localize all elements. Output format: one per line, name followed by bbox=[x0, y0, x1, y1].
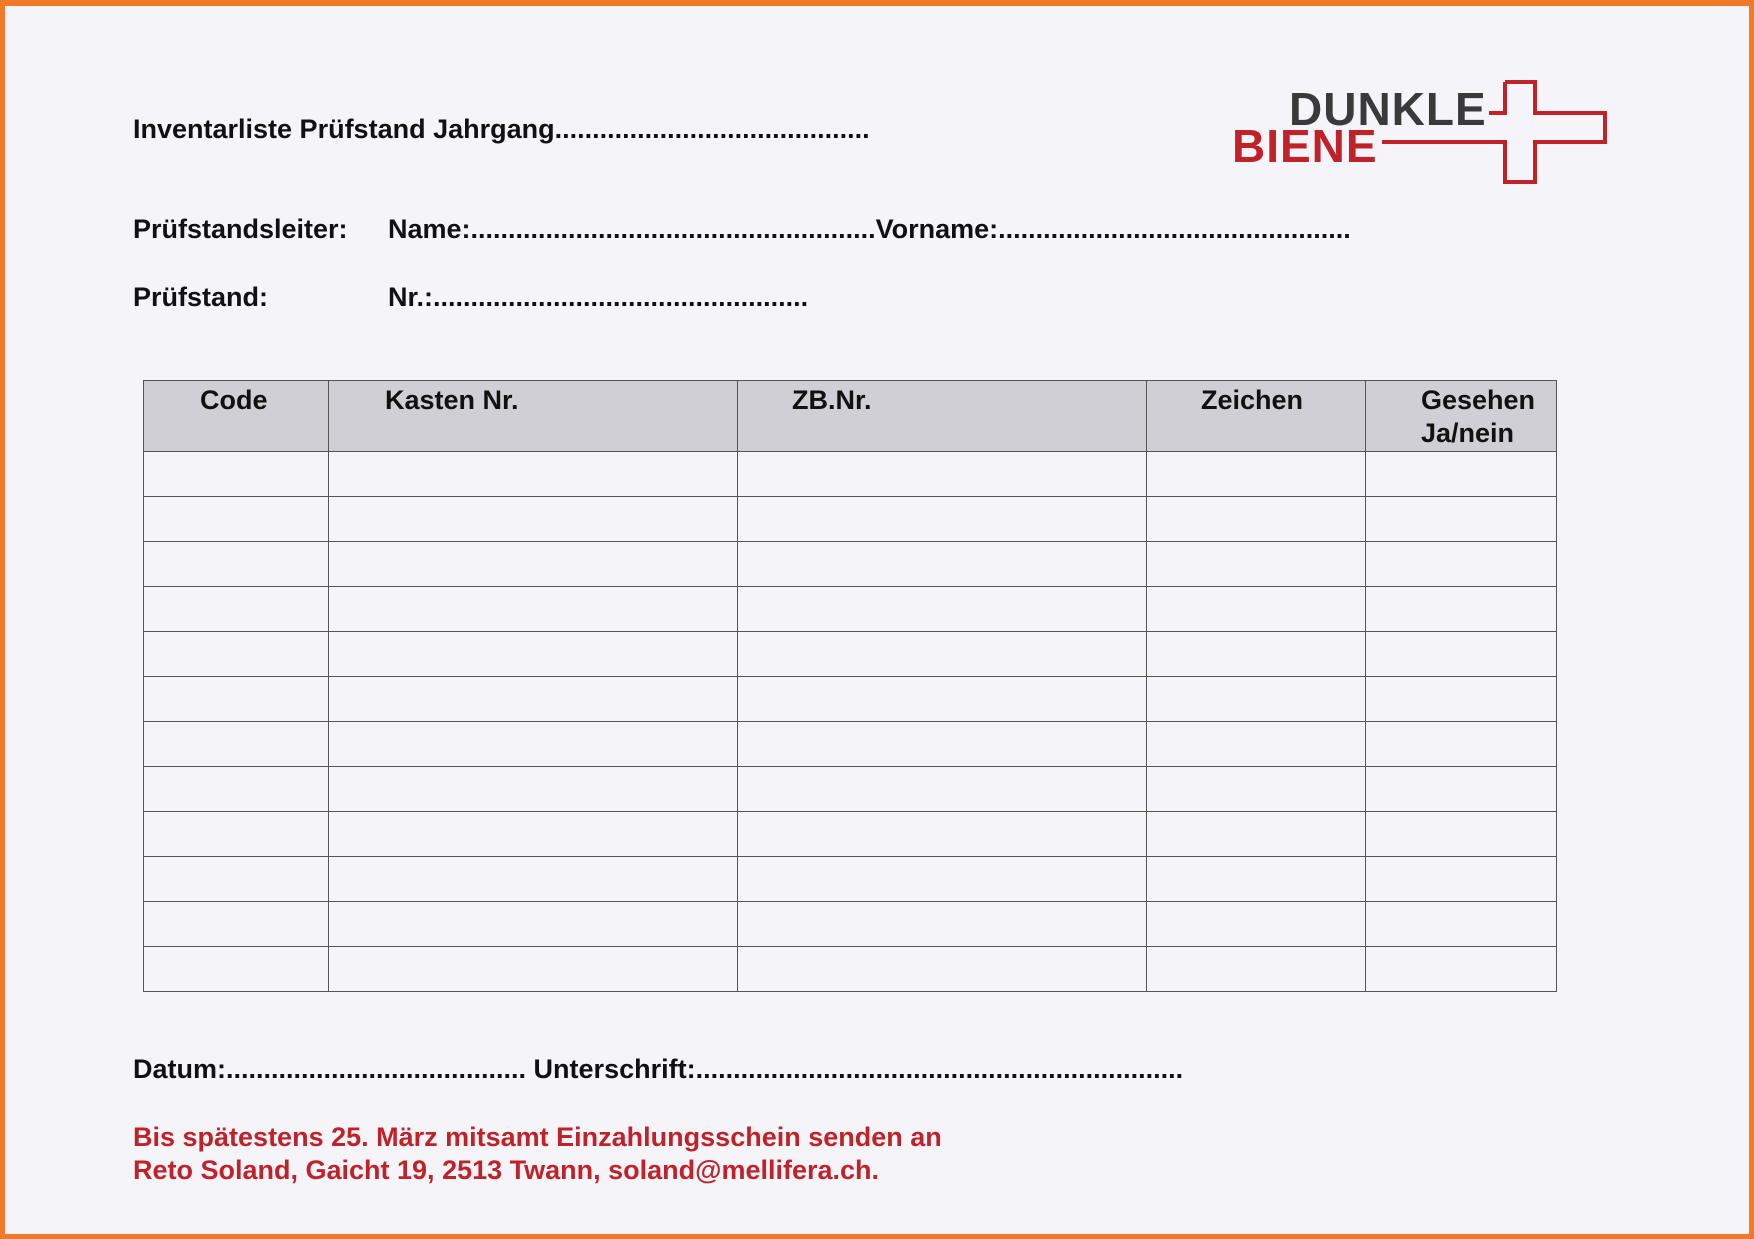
cell-code[interactable] bbox=[144, 857, 329, 902]
cell-code[interactable] bbox=[144, 677, 329, 722]
table-row bbox=[144, 497, 1557, 542]
table-row bbox=[144, 857, 1557, 902]
datum-signature-line: Datum:........................................ Unterschrift:................................................................. bbox=[133, 1054, 1184, 1084]
nr-field-label: Nr.:.................................................. bbox=[388, 282, 809, 312]
cell-code[interactable] bbox=[144, 452, 329, 497]
cell-zb[interactable] bbox=[738, 902, 1147, 947]
form-title: Inventarliste Prüfstand Jahrgang.......................................... bbox=[133, 114, 870, 144]
cell-zb[interactable] bbox=[738, 722, 1147, 767]
cell-zb[interactable] bbox=[738, 587, 1147, 632]
cell-gesehen[interactable] bbox=[1366, 857, 1557, 902]
table-body bbox=[144, 452, 1557, 992]
column-header-zeichen: Zeichen bbox=[1147, 381, 1366, 452]
cell-kasten[interactable] bbox=[329, 902, 738, 947]
cell-kasten[interactable] bbox=[329, 632, 738, 677]
table-row bbox=[144, 947, 1557, 992]
column-header-zb: ZB.Nr. bbox=[738, 381, 1147, 452]
cell-code[interactable] bbox=[144, 767, 329, 812]
cell-zb[interactable] bbox=[738, 452, 1147, 497]
cell-zeichen[interactable] bbox=[1147, 542, 1366, 587]
cell-zb[interactable] bbox=[738, 497, 1147, 542]
deadline-note-line2: Reto Soland, Gaicht 19, 2513 Twann, soland@mellifera.ch. bbox=[133, 1155, 880, 1185]
logo-word-dunkle: DUNKLE bbox=[1289, 83, 1487, 135]
cell-code[interactable] bbox=[144, 542, 329, 587]
cell-code[interactable] bbox=[144, 497, 329, 542]
table-header-row bbox=[144, 381, 1557, 452]
cell-zb[interactable] bbox=[738, 677, 1147, 722]
column-header-kasten: Kasten Nr. bbox=[329, 381, 738, 452]
cell-code[interactable] bbox=[144, 812, 329, 857]
cell-kasten[interactable] bbox=[329, 587, 738, 632]
cell-kasten[interactable] bbox=[329, 542, 738, 587]
cell-zb[interactable] bbox=[738, 947, 1147, 992]
cell-gesehen[interactable] bbox=[1366, 587, 1557, 632]
table-row bbox=[144, 722, 1557, 767]
deadline-note-line1: Bis spätestens 25. März mitsamt Einzahlungsschein senden an bbox=[133, 1122, 942, 1152]
cell-kasten[interactable] bbox=[329, 497, 738, 542]
cell-zeichen[interactable] bbox=[1147, 452, 1366, 497]
table-row bbox=[144, 632, 1557, 677]
table-row bbox=[144, 902, 1557, 947]
gesehen-line2: Ja/nein bbox=[1421, 418, 1515, 448]
cell-kasten[interactable] bbox=[329, 857, 738, 902]
cell-zeichen[interactable] bbox=[1147, 947, 1366, 992]
name-field bbox=[388, 214, 1351, 245]
inventory-table bbox=[143, 380, 1557, 992]
cell-code[interactable] bbox=[144, 902, 329, 947]
cell-code[interactable] bbox=[144, 587, 329, 632]
cell-gesehen[interactable] bbox=[1366, 497, 1557, 542]
cell-zeichen[interactable] bbox=[1147, 812, 1366, 857]
table-row bbox=[144, 677, 1557, 722]
cell-zeichen[interactable] bbox=[1147, 767, 1366, 812]
table-row bbox=[144, 767, 1557, 812]
cell-gesehen[interactable] bbox=[1366, 677, 1557, 722]
stand-label: Prüfstand: bbox=[133, 282, 268, 312]
leader-label: Prüfstandsleiter: bbox=[133, 214, 348, 244]
cell-gesehen[interactable] bbox=[1366, 452, 1557, 497]
cell-kasten[interactable] bbox=[329, 452, 738, 497]
table-row bbox=[144, 452, 1557, 497]
cell-kasten[interactable] bbox=[329, 677, 738, 722]
table-row bbox=[144, 812, 1557, 857]
cell-zb[interactable] bbox=[738, 632, 1147, 677]
cell-kasten[interactable] bbox=[329, 947, 738, 992]
cell-gesehen[interactable] bbox=[1366, 632, 1557, 677]
table-row bbox=[144, 542, 1557, 587]
cell-zb[interactable] bbox=[738, 857, 1147, 902]
table-row bbox=[144, 587, 1557, 632]
cell-code[interactable] bbox=[144, 947, 329, 992]
cell-zb[interactable] bbox=[738, 542, 1147, 587]
cell-gesehen[interactable] bbox=[1366, 947, 1557, 992]
cell-zeichen[interactable] bbox=[1147, 677, 1366, 722]
cell-zeichen[interactable] bbox=[1147, 587, 1366, 632]
logo-word-biene: BIENE bbox=[1232, 120, 1378, 172]
vorname-field-label: Vorname:............................................... bbox=[875, 214, 1351, 244]
cell-zb[interactable] bbox=[738, 812, 1147, 857]
cell-code[interactable] bbox=[144, 722, 329, 767]
cell-zb[interactable] bbox=[738, 767, 1147, 812]
cell-code[interactable] bbox=[144, 632, 329, 677]
cell-zeichen[interactable] bbox=[1147, 902, 1366, 947]
cell-gesehen[interactable] bbox=[1366, 767, 1557, 812]
gesehen-line1: Gesehen bbox=[1421, 385, 1536, 415]
cell-zeichen[interactable] bbox=[1147, 857, 1366, 902]
cell-kasten[interactable] bbox=[329, 812, 738, 857]
cell-gesehen[interactable] bbox=[1366, 542, 1557, 587]
name-field-label: Name:...................................................... bbox=[388, 214, 876, 244]
cell-gesehen[interactable] bbox=[1366, 812, 1557, 857]
column-header-code: Code bbox=[144, 381, 329, 452]
cell-kasten[interactable] bbox=[329, 767, 738, 812]
cell-zeichen[interactable] bbox=[1147, 722, 1366, 767]
cell-gesehen[interactable] bbox=[1366, 722, 1557, 767]
column-header-gesehen bbox=[1366, 381, 1557, 452]
cell-gesehen[interactable] bbox=[1366, 902, 1557, 947]
dunkle-biene-logo bbox=[1227, 78, 1609, 188]
cell-zeichen[interactable] bbox=[1147, 497, 1366, 542]
cell-zeichen[interactable] bbox=[1147, 632, 1366, 677]
cell-kasten[interactable] bbox=[329, 722, 738, 767]
